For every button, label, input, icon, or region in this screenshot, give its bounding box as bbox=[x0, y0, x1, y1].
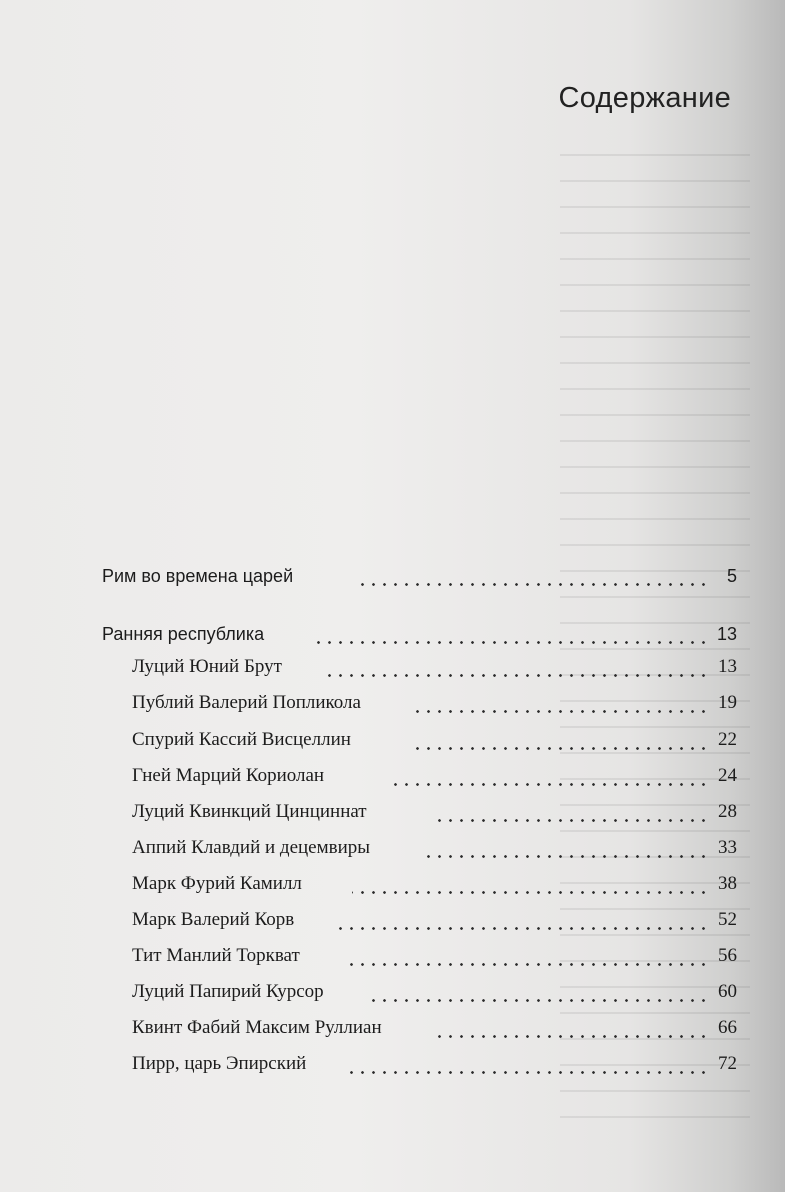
toc-entry-page: 56 bbox=[718, 945, 737, 966]
toc-entry-page: 60 bbox=[718, 981, 737, 1002]
toc-entry-page: 38 bbox=[718, 873, 737, 894]
toc-entry-page: 13 bbox=[718, 656, 737, 677]
toc-entry[interactable] bbox=[0, 656, 785, 682]
dot-leader bbox=[334, 927, 709, 930]
dot-leader bbox=[386, 783, 709, 786]
toc-entry-page: 22 bbox=[718, 729, 737, 750]
dot-leader bbox=[410, 747, 709, 750]
toc-entry[interactable] bbox=[0, 801, 785, 827]
dot-leader bbox=[350, 963, 709, 966]
toc-entry-title: Квинт Фабий Максим Руллиан bbox=[132, 1017, 382, 1038]
dot-leader bbox=[438, 1035, 709, 1038]
dot-leader bbox=[349, 1071, 709, 1074]
toc-entry[interactable] bbox=[0, 909, 785, 935]
toc-entry[interactable] bbox=[0, 945, 785, 971]
dot-leader bbox=[321, 674, 709, 677]
dot-leader bbox=[352, 891, 709, 894]
toc-entry-title: Тит Манлий Торкват bbox=[132, 945, 300, 966]
toc-entry[interactable] bbox=[0, 729, 785, 755]
toc-entry-page: 52 bbox=[718, 909, 737, 930]
toc-entry[interactable] bbox=[0, 692, 785, 718]
toc-entry-page: 66 bbox=[718, 1017, 737, 1038]
toc-entry-title: Ранняя республика bbox=[102, 624, 265, 644]
toc-entry-title: Марк Фурий Камилл bbox=[132, 873, 302, 894]
toc-entry[interactable] bbox=[0, 623, 785, 649]
toc-entry-title: Луций Квинкций Цинциннат bbox=[132, 801, 367, 822]
dot-leader bbox=[364, 999, 709, 1002]
toc-entry[interactable] bbox=[0, 765, 785, 791]
toc-entry-title: Гней Марций Кориолан bbox=[132, 765, 325, 786]
toc-entry-page: 19 bbox=[718, 692, 737, 713]
toc-entry-title: Марк Валерий Корв bbox=[132, 909, 295, 930]
toc-entry-title: Луций Папирий Курсор bbox=[132, 981, 324, 1002]
toc-entry-title: Рим во времена царей bbox=[102, 566, 294, 586]
toc-entry-page: 5 bbox=[726, 566, 737, 586]
toc-entry-title: Спурий Кассий Висцеллин bbox=[132, 729, 351, 750]
toc-entry-title: Пирр, царь Эпирский bbox=[132, 1053, 307, 1074]
dot-leader bbox=[425, 855, 709, 858]
page-title: Содержание bbox=[558, 82, 731, 114]
toc-entry[interactable] bbox=[0, 837, 785, 863]
dot-leader bbox=[317, 641, 709, 644]
toc-entry[interactable] bbox=[0, 1017, 785, 1043]
dot-leader bbox=[416, 710, 709, 713]
toc-entry[interactable] bbox=[0, 873, 785, 899]
toc-entry-page: 24 bbox=[718, 765, 737, 786]
dot-leader bbox=[353, 583, 709, 586]
toc-entry-title: Луций Юний Брут bbox=[132, 656, 282, 677]
toc-entry[interactable] bbox=[0, 565, 785, 591]
toc-entry[interactable] bbox=[0, 1053, 785, 1079]
toc-entry-page: 28 bbox=[718, 801, 737, 822]
toc-entry-title: Публий Валерий Попликола bbox=[132, 692, 361, 713]
toc-entry-page: 13 bbox=[716, 624, 737, 644]
dot-leader bbox=[438, 819, 709, 822]
toc-entry-title: Аппий Клавдий и децемвиры bbox=[132, 837, 371, 858]
toc-entry-page: 72 bbox=[718, 1053, 737, 1074]
toc-entry[interactable] bbox=[0, 981, 785, 1007]
toc-entry-page: 33 bbox=[718, 837, 737, 858]
